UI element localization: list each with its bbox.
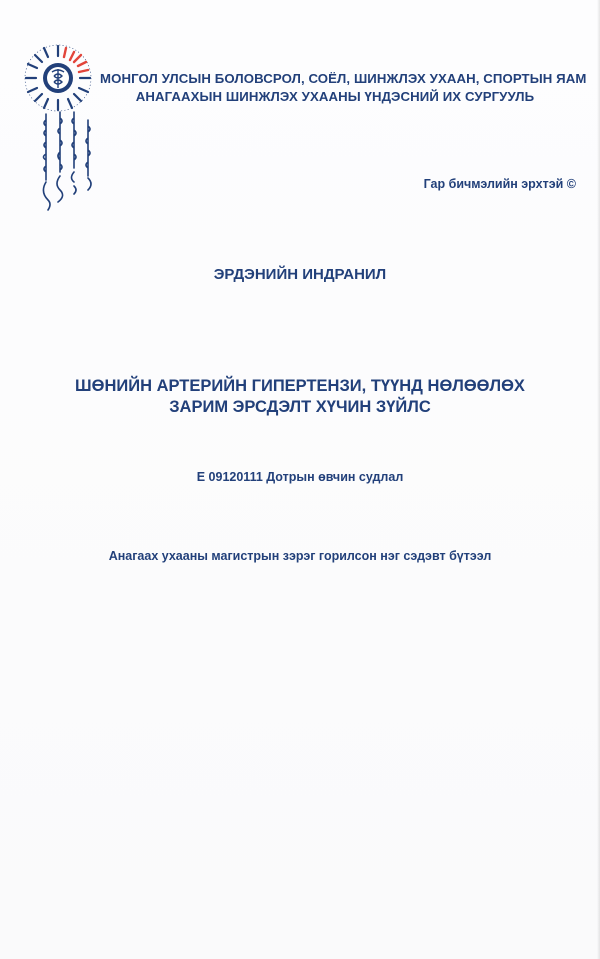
institution-header [100,70,587,106]
mongolian-script-image [36,110,102,220]
thesis-title-line-1: ШӨНИЙН АРТЕРИЙН ГИПЕРТЕНЗИ, ТҮҮНД НӨЛӨӨЛӨХ [75,377,525,395]
specialty-code: Е 09120111 Дотрын өвчин судлал [196,470,404,484]
ministry-name: МОНГОЛ УЛСЫН БОЛОВСРОЛ, СОЁЛ, ШИНЖЛЭХ УХААН, СПОРТЫН ЯАМ [100,71,587,86]
university-emblem-icon [24,44,92,112]
author-name: ЭРДЭНИЙН ИНДРАНИЛ [213,266,387,283]
thesis-title [0,376,600,418]
thesis-title-line-2: ЗАРИМ ЭРСДЭЛТ ХҮЧИН ЗҮЙЛС [169,398,431,416]
copyright-notice: Гар бичмэлийн эрхтэй © [423,177,576,191]
university-name: АНАГААХЫН ШИНЖЛЭХ УХААНЫ ҮНДЭСНИЙ ИХ СУРГУУЛЬ [135,89,535,104]
degree-statement: Анагаах ухааны магистрын зэрэг горилсон нэг сэдэвт бүтээл [108,549,492,563]
